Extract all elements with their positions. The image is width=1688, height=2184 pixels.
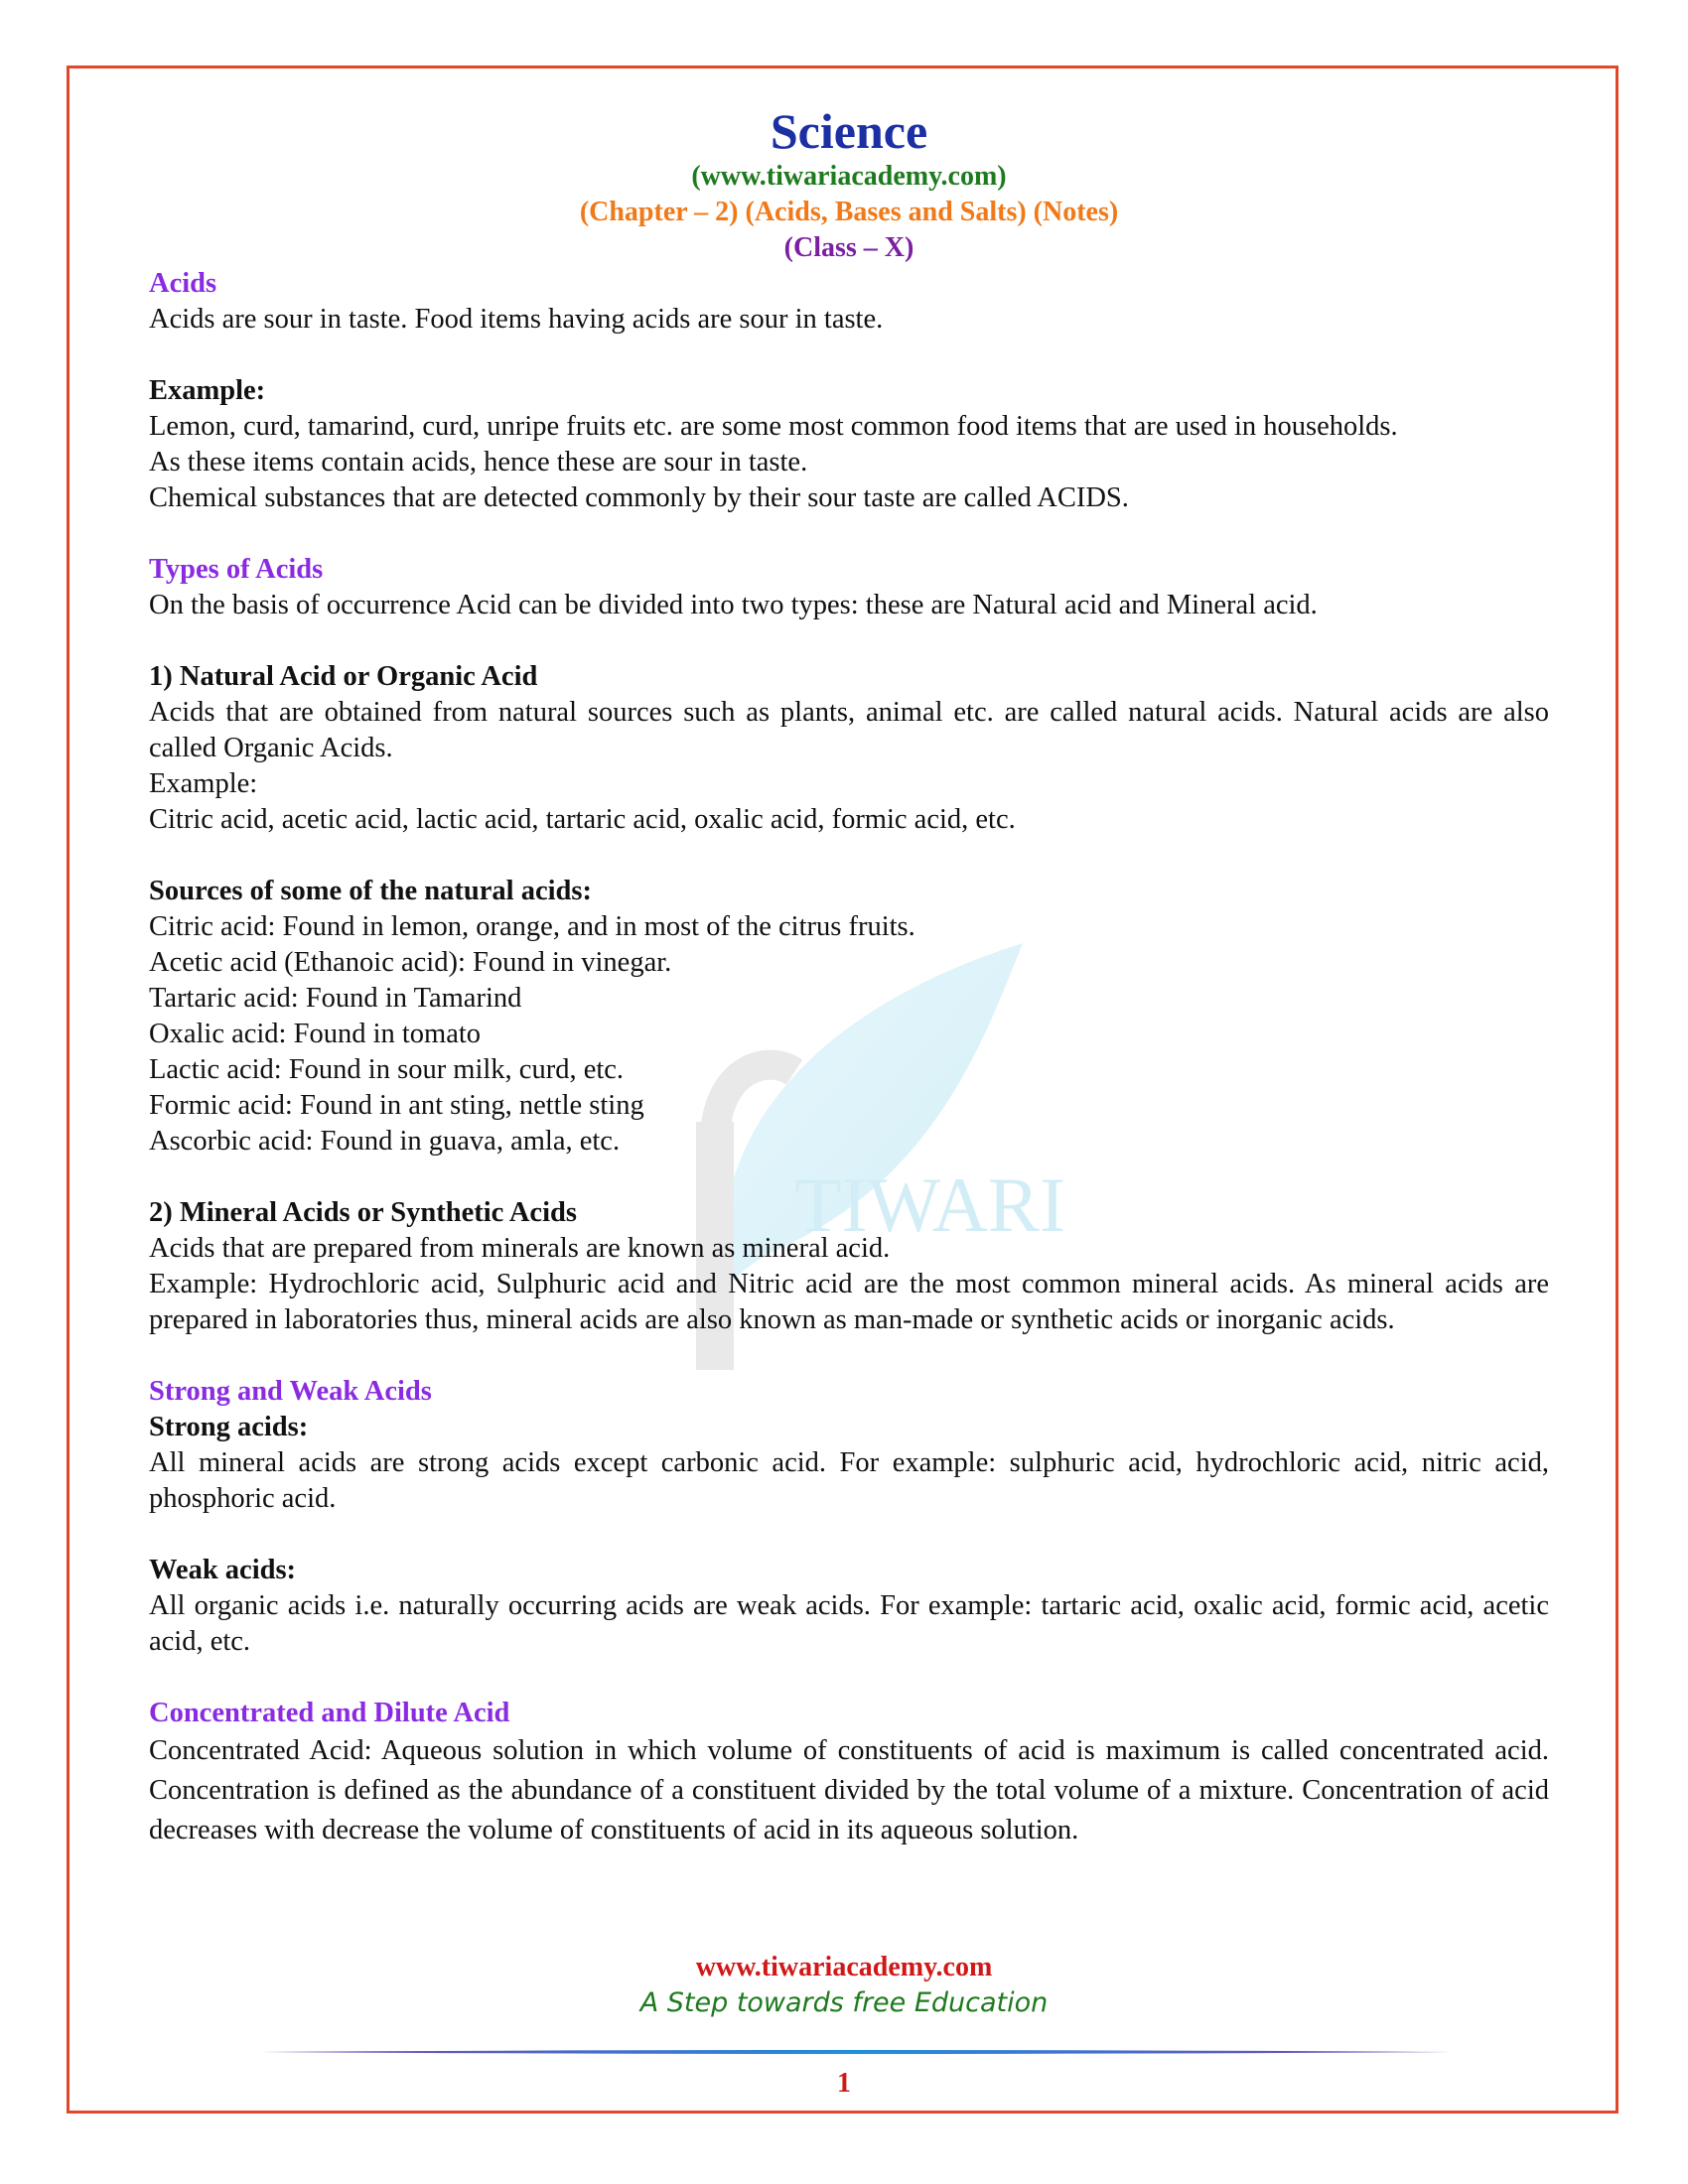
concentration-text: Concentrated Acid: Aqueous solution in which volume of constituents of acid is maximum is called concentrated acid. Concentration is defined as the abundance of a constituent divided by the total volume of a mixture. Concentration of acid decreases with decrease the volume of constituents of acid in its aqueous solution. xyxy=(149,1735,1549,1845)
weak-acids-label: Weak acids: xyxy=(149,1555,297,1585)
mineral-text-2: Example: Hydrochloric acid, Sulphuric acid and Nitric acid are the most common mineral acids. As mineral acids are prepared in laboratories thus, mineral acids are also known as man-made or synthetic acids or inorganic acids. xyxy=(149,1269,1549,1335)
acids-example-text-2: As these items contain acids, hence these are sour in taste. xyxy=(149,447,808,478)
footer-divider xyxy=(260,2048,1452,2056)
source-item: Ascorbic acid: Found in guava, amla, etc. xyxy=(149,1126,621,1157)
footer-url[interactable]: www.tiwariacademy.com xyxy=(695,1952,993,1982)
header-chapter: (Chapter – 2) (Acids, Bases and Salts) (Notes) xyxy=(579,197,1119,227)
heading-acids: Acids xyxy=(149,268,217,299)
acids-example-text-1: Lemon, curd, tamarind, curd, unripe fruits etc. are some most common food items that are used in households. xyxy=(149,411,1398,442)
natural-acid-text: Acids that are obtained from natural sources such as plants, animal etc. are called natural acids. Natural acids are also called Organic Acids. xyxy=(149,697,1549,763)
source-item: Formic acid: Found in ant sting, nettle sting xyxy=(149,1090,644,1121)
types-intro: On the basis of occurrence Acid can be divided into two types: these are Natural acid and Mineral acid. xyxy=(149,590,1318,620)
notes-content xyxy=(149,103,1549,1850)
footer-tagline: A Step towards free Education xyxy=(639,1987,1049,2018)
source-item: Oxalic acid: Found in tomato xyxy=(149,1019,482,1049)
natural-example-label: Example: xyxy=(149,768,258,799)
natural-acid-heading: 1) Natural Acid or Organic Acid xyxy=(149,661,538,692)
acids-intro: Acids are sour in taste. Food items having acids are sour in taste. xyxy=(149,304,884,335)
source-item: Lactic acid: Found in sour milk, curd, etc. xyxy=(149,1054,625,1085)
header-class: (Class – X) xyxy=(783,232,914,263)
weak-acids-text: All organic acids i.e. naturally occurring acids are weak acids. For example: tartaric acid, oxalic acid, formic acid, acetic acid, etc. xyxy=(149,1590,1549,1657)
strong-acids-label: Strong acids: xyxy=(149,1412,309,1442)
header-site: (www.tiwariacademy.com) xyxy=(691,161,1007,192)
page-number: 1 xyxy=(837,2068,851,2099)
page-footer xyxy=(0,1952,1688,2018)
heading-concentrated-dilute: Concentrated and Dilute Acid xyxy=(149,1698,510,1728)
page-title: Science xyxy=(770,103,928,159)
source-item: Citric acid: Found in lemon, orange, and in most of the citrus fruits. xyxy=(149,911,915,942)
heading-strong-weak: Strong and Weak Acids xyxy=(149,1376,432,1407)
strong-acids-text: All mineral acids are strong acids except carbonic acid. For example: sulphuric acid, hydrochloric acid, nitric acid, phosphoric acid. xyxy=(149,1447,1549,1514)
acids-example-label: Example: xyxy=(149,375,266,406)
sources-heading: Sources of some of the natural acids: xyxy=(149,876,592,906)
mineral-text-1: Acids that are prepared from minerals are known as mineral acid. xyxy=(149,1233,891,1264)
heading-types-of-acids: Types of Acids xyxy=(149,554,324,585)
source-item: Tartaric acid: Found in Tamarind xyxy=(149,983,522,1014)
acids-example-text-3: Chemical substances that are detected commonly by their sour taste are called ACIDS. xyxy=(149,482,1129,513)
natural-example: Citric acid, acetic acid, lactic acid, tartaric acid, oxalic acid, formic acid, etc. xyxy=(149,804,1016,835)
mineral-acid-heading: 2) Mineral Acids or Synthetic Acids xyxy=(149,1197,577,1228)
source-item: Acetic acid (Ethanoic acid): Found in vinegar. xyxy=(149,947,672,978)
watermark-text: TIWARI xyxy=(794,1161,1065,1248)
